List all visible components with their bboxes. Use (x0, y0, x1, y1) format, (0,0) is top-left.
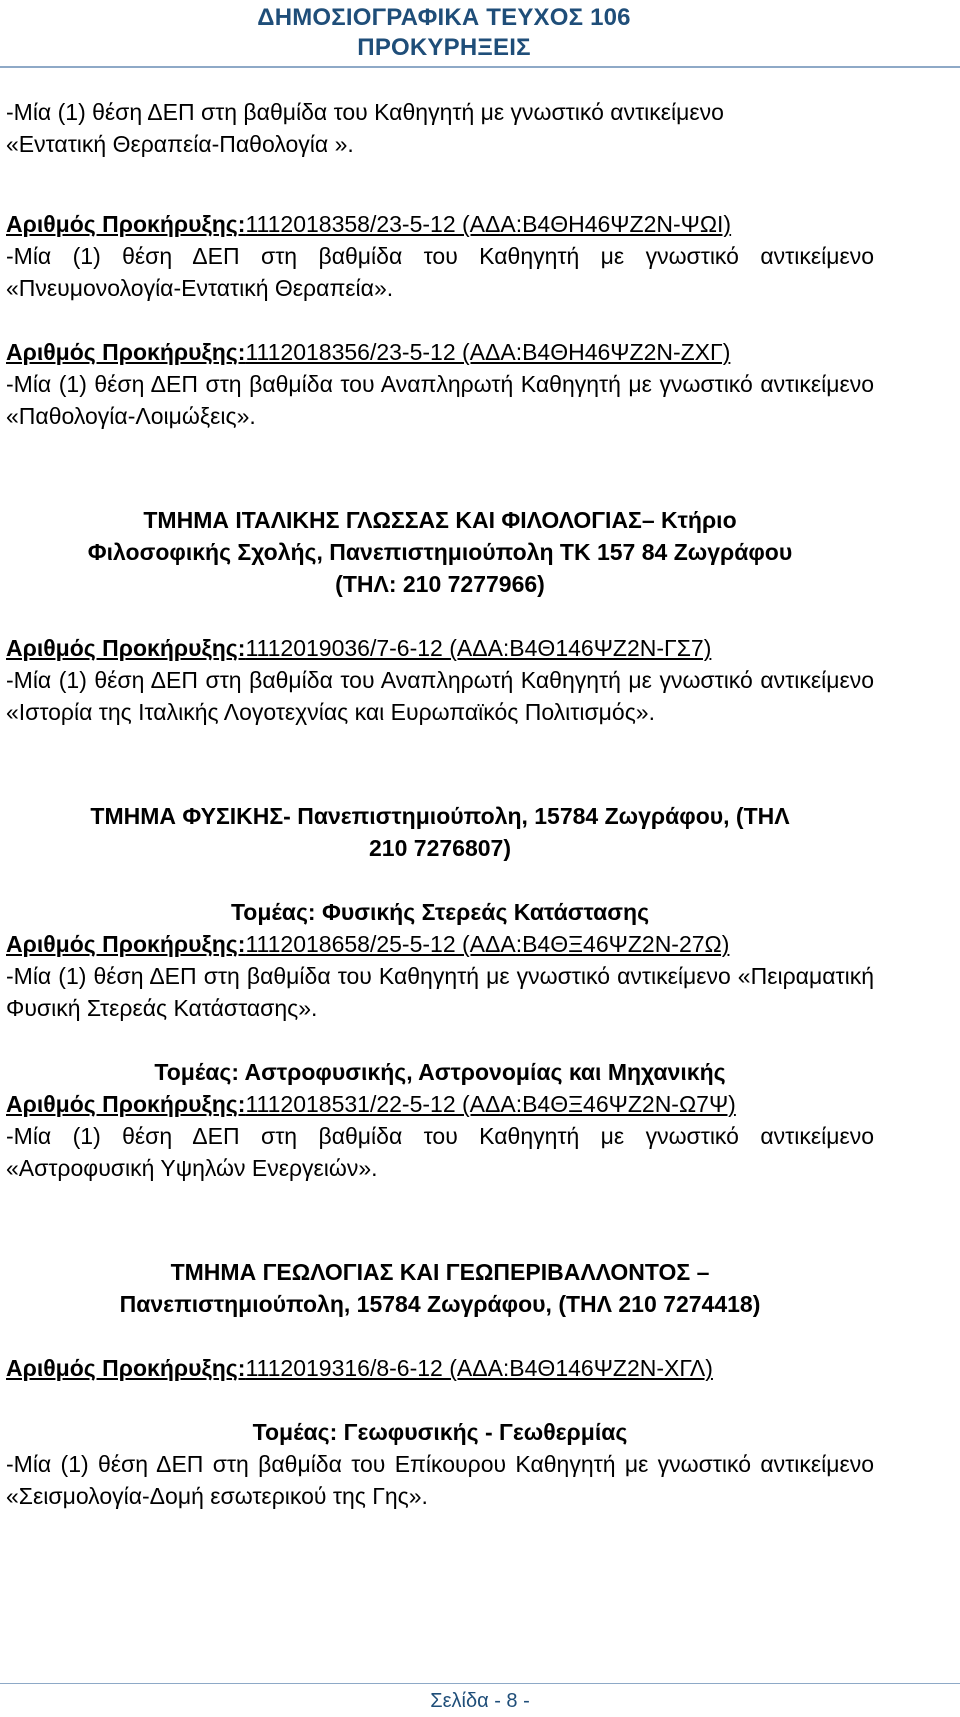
header-subtitle: ΠΡΟΚΥΡΗΞΕΙΣ (357, 34, 531, 61)
page-content (6, 96, 874, 1512)
department-title: Φιλοσοφικής Σχολής, Πανεπιστημιούπολη ΤΚ 157 84 Ζωγράφου (87, 539, 793, 565)
announcement-label: Αριθμός Προκήρυξης: (6, 931, 246, 957)
department-phone: (ΤΗΛ: 210 7277966) (335, 571, 545, 597)
sector-heading: Τομέας: Γεωφυσικής - Γεωθερμίας (252, 1419, 628, 1445)
sector-heading: Τομέας: Φυσικής Στερεάς Κατάστασης (230, 899, 650, 925)
paragraph (6, 96, 874, 160)
announcement-label: Αριθμός Προκήρυξης: (6, 211, 246, 237)
department-title: ΤΜΗΜΑ ΓΕΩΛΟΓΙΑΣ ΚΑΙ ΓΕΩΠΕΡΙΒΑΛΛΟΝΤΟΣ – (170, 1259, 710, 1285)
announcement-number (6, 208, 874, 240)
announcement-label: Αριθμός Προκήρυξης: (6, 1355, 246, 1381)
announcement-value: 1112019036/7-6-12 (ΑΔΑ:Β4Θ146ΨΖ2Ν-ΓΣ7) (245, 635, 712, 661)
department-title: ΤΜΗΜΑ ΦΥΣΙΚΗΣ- Πανεπιστημιούπολη, 15784 Ζωγράφου, (ΤΗΛ (90, 803, 790, 829)
announcement-label: Αριθμός Προκήρυξης: (6, 339, 246, 365)
announcement-value: 1112018356/23-5-12 (ΑΔΑ:Β4ΘΗ46ΨΖ2Ν-ΖΧΓ) (245, 339, 731, 365)
department-title: Πανεπιστημιούπολη, 15784 Ζωγράφου, (ΤΗΛ 210 7274418) (119, 1291, 761, 1317)
announcement-value: 1112018531/22-5-12 (ΑΔΑ:Β4ΘΞ46ΨΖ2Ν-Ω7Ψ) (245, 1091, 736, 1117)
paragraph: -Μία (1) θέση ΔΕΠ στη βαθμίδα του Καθηγητή με γνωστικό αντικείμενο «Πειραματική Φυσική Στερεάς Κατάστασης». (6, 963, 874, 1021)
paragraph: -Μία (1) θέση ΔΕΠ στη βαθμίδα του Επίκουρου Καθηγητή με γνωστικό αντικείμενο «Σεισμολογία-Δομή εσωτερικού της Γης». (6, 1451, 874, 1509)
header-title: ΔΗΜΟΣΙΟΓΡΑΦΙΚΑ ΤΕΥΧΟΣ 106 (257, 4, 631, 31)
announcement-label: Αριθμός Προκήρυξης: (6, 1091, 246, 1117)
announcement-number (6, 928, 874, 960)
paragraph: -Μία (1) θέση ΔΕΠ στη βαθμίδα του Καθηγητή με γνωστικό αντικείμενο «Πνευμονολογία-Εντατική Θεραπεία». (6, 243, 874, 301)
department-phone: 210 7276807) (369, 835, 511, 861)
page-number: Σελίδα - 8 - (430, 1690, 530, 1712)
paragraph: -Μία (1) θέση ΔΕΠ στη βαθμίδα του Αναπληρωτή Καθηγητή με γνωστικό αντικείμενο «Ιστορία της Ιταλικής Λογοτεχνίας και Ευρωπαϊκός Πολιτισμός». (6, 667, 874, 725)
paragraph: -Μία (1) θέση ΔΕΠ στη βαθμίδα του Αναπληρωτή Καθηγητή με γνωστικό αντικείμενο «Παθολογία-Λοιμώξεις». (6, 371, 874, 429)
text-line: -Μία (1) θέση ΔΕΠ στη βαθμίδα του Καθηγητή με γνωστικό αντικείμενο (6, 99, 724, 125)
sector-heading: Τομέας: Αστροφυσικής, Αστρονομίας και Μηχανικής (154, 1059, 726, 1085)
header-rule (0, 66, 960, 68)
text-line: «Εντατική Θεραπεία-Παθολογία ». (6, 131, 354, 157)
announcement-number (6, 1352, 874, 1384)
announcement-number (6, 1088, 874, 1120)
announcement-label: Αριθμός Προκήρυξης: (6, 635, 246, 661)
paragraph: -Μία (1) θέση ΔΕΠ στη βαθμίδα του Καθηγητή με γνωστικό αντικείμενο «Αστροφυσική Υψηλών Ενεργειών». (6, 1123, 874, 1181)
department-title: ΤΜΗΜΑ ΙΤΑΛΙΚΗΣ ΓΛΩΣΣΑΣ ΚΑΙ ΦΙΛΟΛΟΓΙΑΣ– Κτήριο (143, 507, 737, 533)
announcement-value: 1112018658/25-5-12 (ΑΔΑ:Β4ΘΞ46ΨΖ2Ν-27Ω) (245, 931, 730, 957)
announcement-value: 1112019316/8-6-12 (ΑΔΑ:Β4Θ146ΨΖ2Ν-ΧΓΛ) (245, 1355, 713, 1381)
announcement-value: 1112018358/23-5-12 (ΑΔΑ:Β4ΘΗ46ΨΖ2Ν-ΨΩΙ) (245, 211, 732, 237)
announcement-number (6, 336, 874, 368)
footer-rule (0, 1683, 960, 1684)
page-header (0, 0, 960, 70)
announcement-number (6, 632, 874, 664)
